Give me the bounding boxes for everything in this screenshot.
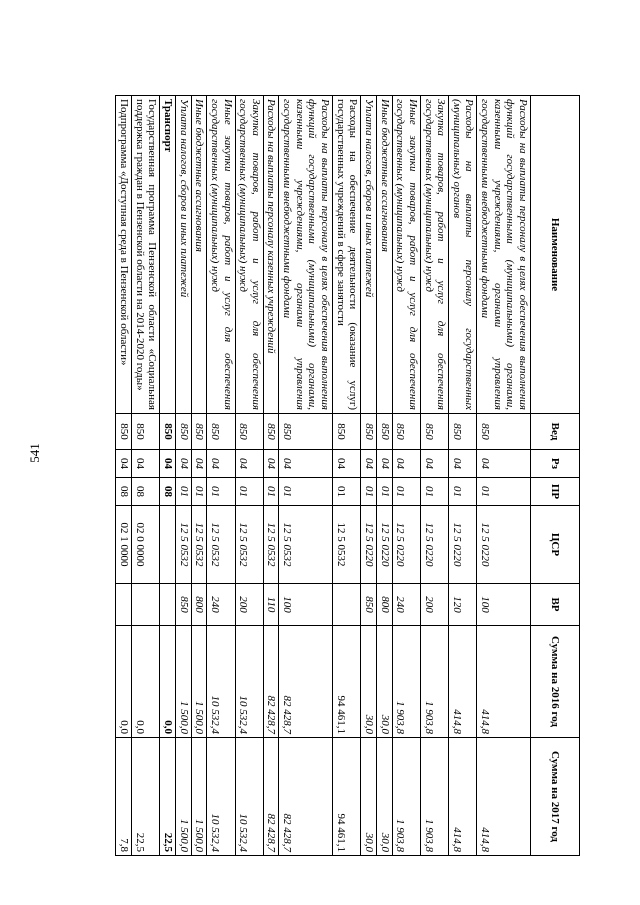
row-sum-2016-cell: 30,0 (361, 626, 377, 738)
row-sum-2017-cell: 414,8 (449, 738, 477, 856)
row-sum-2016-cell: 82 428,7 (279, 626, 333, 738)
row-name-cell: Подпрограмма «Доступная среда в Пензенской области» (116, 96, 132, 414)
table-header-row (531, 96, 580, 856)
header-ved: Вед (531, 414, 580, 450)
row-sum-2017-cell: 10 532,4 (207, 738, 235, 856)
row-rz-cell: 04 (175, 450, 191, 478)
row-sum-2016-cell: 1 903,8 (392, 626, 420, 738)
table-row (376, 96, 392, 856)
table-row (333, 96, 361, 856)
row-sum-2017-cell: 30,0 (361, 738, 377, 856)
row-pr-cell: 01 (376, 478, 392, 506)
row-vr-cell: 800 (191, 584, 207, 626)
row-csr-cell: 12 5 0532 (175, 506, 191, 584)
row-sum-2017-cell: 1 903,8 (420, 738, 448, 856)
row-pr-cell: 01 (420, 478, 448, 506)
row-vr-cell: 240 (392, 584, 420, 626)
row-rz-cell: 04 (333, 450, 361, 478)
row-sum-2016-cell: 414,8 (449, 626, 477, 738)
row-ved-cell: 850 (449, 414, 477, 450)
row-pr-cell: 08 (132, 478, 160, 506)
row-name-cell: Иные закупки товаров, работ и услуг для обеспечения государственных (муниципальных) нужд (207, 96, 235, 414)
row-ved-cell: 850 (376, 414, 392, 450)
row-pr-cell: 01 (477, 478, 531, 506)
table-row (477, 96, 531, 856)
row-ved-cell: 850 (175, 414, 191, 450)
header-pr: ПР (531, 478, 580, 506)
table-row (132, 96, 160, 856)
row-ved-cell: 850 (116, 414, 132, 450)
row-rz-cell: 04 (279, 450, 333, 478)
row-pr-cell: 01 (175, 478, 191, 506)
row-name-cell: Государственная программа Пензенской области «Социальная поддержка граждан в Пензенской области на 2014-2020 годы» (132, 96, 160, 414)
row-csr-cell: 12 5 0220 (449, 506, 477, 584)
row-vr-cell: 200 (420, 584, 448, 626)
row-vr-cell: 850 (361, 584, 377, 626)
header-vr: ВР (531, 584, 580, 626)
row-sum-2016-cell: 30,0 (376, 626, 392, 738)
row-csr-cell: 12 5 0220 (361, 506, 377, 584)
header-sum-2016: Сумма на 2016 год (531, 626, 580, 738)
row-rz-cell: 04 (449, 450, 477, 478)
row-ved-cell: 850 (191, 414, 207, 450)
row-sum-2017-cell: 82 428,7 (279, 738, 333, 856)
row-name-cell: Иные закупки товаров, работ и услуг для обеспечения государственных (муниципальных) нужд (392, 96, 420, 414)
rotated-table-wrapper (50, 95, 580, 855)
table-row (175, 96, 191, 856)
header-sum-2017: Сумма на 2017 год (531, 738, 580, 856)
row-csr-cell: 02 1 0000 (116, 506, 132, 584)
row-ved-cell: 850 (420, 414, 448, 450)
row-sum-2016-cell: 0,0 (132, 626, 160, 738)
row-rz-cell: 04 (420, 450, 448, 478)
table-row (235, 96, 263, 856)
row-pr-cell: 01 (191, 478, 207, 506)
row-sum-2017-cell: 22,5 (132, 738, 160, 856)
row-csr-cell: 12 5 0220 (392, 506, 420, 584)
row-sum-2016-cell: 1 500,0 (191, 626, 207, 738)
row-rz-cell: 04 (376, 450, 392, 478)
table-row (207, 96, 235, 856)
row-name-cell: Закупка товаров, работ и услуг для обеспечения государственных (муниципальных) нужд (235, 96, 263, 414)
row-rz-cell: 04 (191, 450, 207, 478)
row-csr-cell: 02 0 0000 (132, 506, 160, 584)
row-name-cell: Иные бюджетные ассигнования (191, 96, 207, 414)
row-sum-2017-cell: 1 500,0 (191, 738, 207, 856)
row-rz-cell: 04 (207, 450, 235, 478)
row-sum-2016-cell: 10 532,4 (207, 626, 235, 738)
row-ved-cell: 850 (160, 414, 176, 450)
row-name-cell: Расходы на обеспечение деятельности (оказание услуг) государственных учреждений в сфере занятости (333, 96, 361, 414)
row-rz-cell: 04 (235, 450, 263, 478)
row-vr-cell (160, 584, 176, 626)
row-sum-2017-cell: 1 903,8 (392, 738, 420, 856)
row-vr-cell (132, 584, 160, 626)
page-number: 541 (27, 443, 42, 463)
header-name: Наименование (531, 96, 580, 414)
row-rz-cell: 04 (392, 450, 420, 478)
row-sum-2017-cell: 7,8 (116, 738, 132, 856)
row-ved-cell: 850 (235, 414, 263, 450)
row-pr-cell: 01 (333, 478, 361, 506)
row-name-cell: Расходы на выплаты персоналу государственных (муниципальных) органов (449, 96, 477, 414)
table-row (191, 96, 207, 856)
row-sum-2017-cell: 22,5 (160, 738, 176, 856)
row-pr-cell: 01 (449, 478, 477, 506)
row-pr-cell: 08 (160, 478, 176, 506)
row-csr-cell: 12 5 0532 (235, 506, 263, 584)
row-sum-2017-cell: 94 461,1 (333, 738, 361, 856)
row-name-cell: Уплата налогов, сборов и иных платежей (361, 96, 377, 414)
table-row (116, 96, 132, 856)
row-pr-cell: 08 (116, 478, 132, 506)
row-vr-cell: 850 (175, 584, 191, 626)
row-sum-2017-cell: 1 500,0 (175, 738, 191, 856)
row-name-cell: Расходы на выплаты персоналу казенных учреждений (263, 96, 279, 414)
row-ved-cell: 850 (361, 414, 377, 450)
row-csr-cell: 12 5 0532 (207, 506, 235, 584)
row-rz-cell: 04 (263, 450, 279, 478)
budget-table (115, 95, 580, 856)
row-ved-cell: 850 (279, 414, 333, 450)
row-csr-cell: 12 5 0220 (477, 506, 531, 584)
row-rz-cell: 04 (132, 450, 160, 478)
row-vr-cell: 120 (449, 584, 477, 626)
row-name-cell: Уплата налогов, сборов и иных платежей (175, 96, 191, 414)
row-name-cell: Транспорт (160, 96, 176, 414)
row-vr-cell: 100 (279, 584, 333, 626)
row-pr-cell: 01 (361, 478, 377, 506)
row-rz-cell: 04 (477, 450, 531, 478)
row-name-cell: Иные бюджетные ассигнования (376, 96, 392, 414)
row-pr-cell: 01 (235, 478, 263, 506)
table-row (279, 96, 333, 856)
row-sum-2016-cell: 414,8 (477, 626, 531, 738)
row-vr-cell (333, 584, 361, 626)
row-sum-2016-cell: 94 461,1 (333, 626, 361, 738)
row-csr-cell: 12 5 0532 (191, 506, 207, 584)
row-pr-cell: 01 (392, 478, 420, 506)
row-ved-cell: 850 (263, 414, 279, 450)
row-name-cell: Расходы на выплаты персоналу в целях обеспечения выполнения функций государственными (муниципальными) органами, казенными учреждениями, органами управления государственными внебюджетными фондами (477, 96, 531, 414)
row-csr-cell: 12 5 0220 (376, 506, 392, 584)
table-row (263, 96, 279, 856)
row-sum-2016-cell: 10 532,4 (235, 626, 263, 738)
row-sum-2017-cell: 30,0 (376, 738, 392, 856)
row-sum-2017-cell: 10 532,4 (235, 738, 263, 856)
row-pr-cell: 01 (207, 478, 235, 506)
row-vr-cell: 100 (477, 584, 531, 626)
table-row (392, 96, 420, 856)
row-sum-2016-cell: 0,0 (160, 626, 176, 738)
row-sum-2016-cell: 1 500,0 (175, 626, 191, 738)
row-csr-cell: 12 5 0532 (263, 506, 279, 584)
row-name-cell: Закупка товаров, работ и услуг для обеспечения государственных (муниципальных) нужд (420, 96, 448, 414)
row-sum-2016-cell: 82 428,7 (263, 626, 279, 738)
row-name-cell: Расходы на выплаты персоналу в целях обеспечения выполнения функций государственными (муниципальными) органами, казенными учреждениями, органами управления государственными внебюджетными фондами (279, 96, 333, 414)
row-vr-cell: 200 (235, 584, 263, 626)
row-ved-cell: 850 (477, 414, 531, 450)
row-rz-cell: 04 (361, 450, 377, 478)
row-ved-cell: 850 (392, 414, 420, 450)
table-row (420, 96, 448, 856)
header-rz: Рз (531, 450, 580, 478)
row-csr-cell: 12 5 0532 (333, 506, 361, 584)
row-vr-cell: 240 (207, 584, 235, 626)
row-rz-cell: 04 (116, 450, 132, 478)
row-csr-cell: 12 5 0532 (279, 506, 333, 584)
table-row (160, 96, 176, 856)
row-csr-cell (160, 506, 176, 584)
row-pr-cell: 01 (263, 478, 279, 506)
row-ved-cell: 850 (132, 414, 160, 450)
row-vr-cell: 110 (263, 584, 279, 626)
row-sum-2016-cell: 0,0 (116, 626, 132, 738)
row-pr-cell: 01 (279, 478, 333, 506)
row-ved-cell: 850 (333, 414, 361, 450)
row-ved-cell: 850 (207, 414, 235, 450)
header-csr: ЦСР (531, 506, 580, 584)
row-sum-2017-cell: 82 428,7 (263, 738, 279, 856)
table-row (449, 96, 477, 856)
row-sum-2016-cell: 1 903,8 (420, 626, 448, 738)
row-vr-cell: 800 (376, 584, 392, 626)
row-vr-cell (116, 584, 132, 626)
table-row (361, 96, 377, 856)
row-rz-cell: 04 (160, 450, 176, 478)
row-sum-2017-cell: 414,8 (477, 738, 531, 856)
row-csr-cell: 12 5 0220 (420, 506, 448, 584)
